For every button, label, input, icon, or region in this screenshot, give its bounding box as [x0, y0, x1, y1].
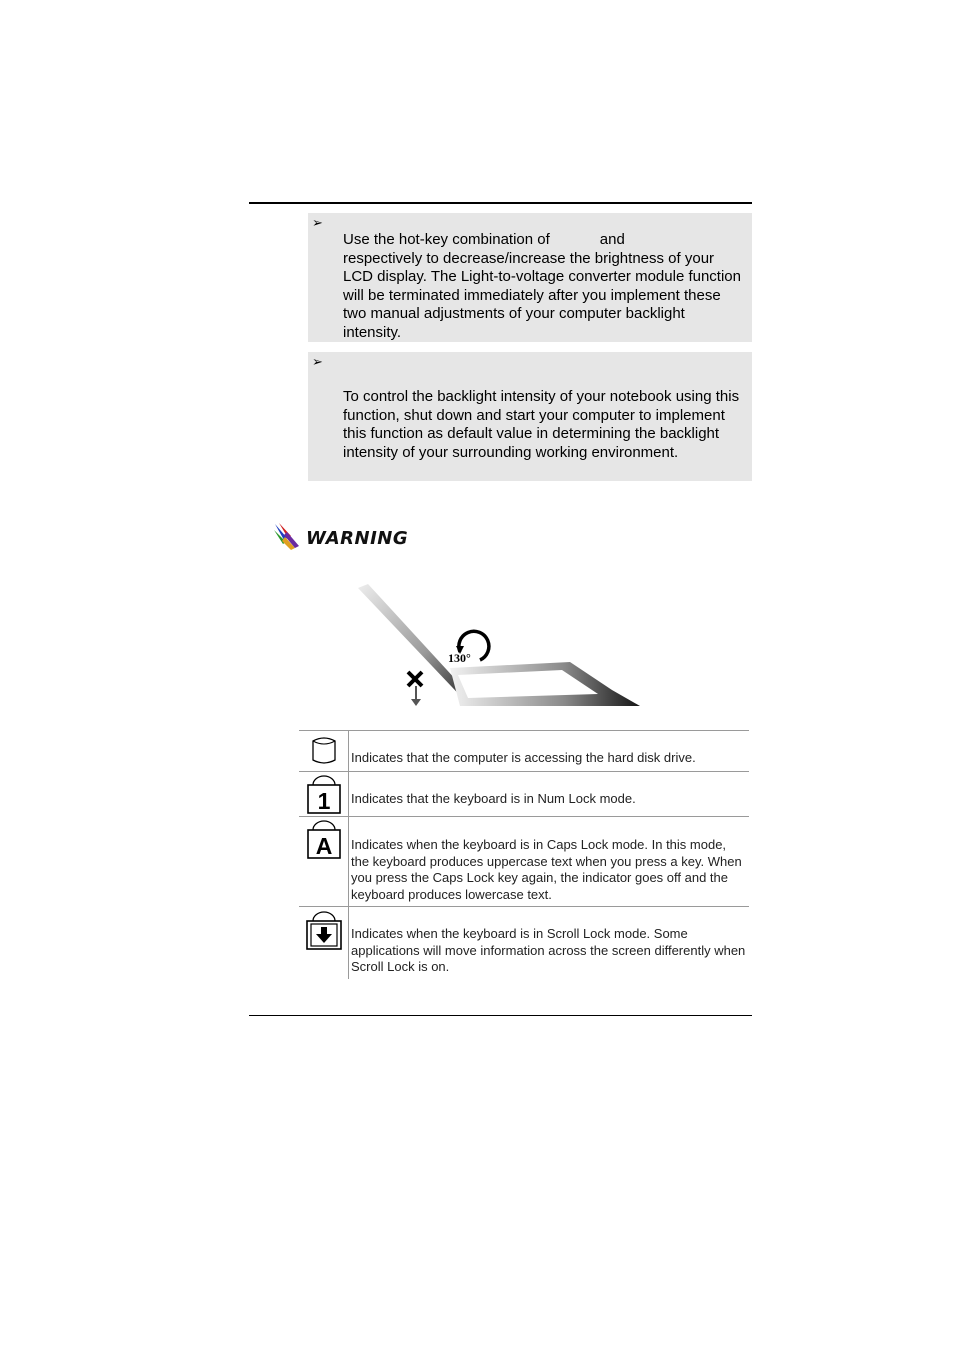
- table-row: [299, 771, 749, 816]
- warning-arrows-icon: [273, 522, 301, 552]
- num-lock-icon: [307, 773, 341, 814]
- table-row: [299, 816, 749, 906]
- angle-label: 130°: [448, 651, 471, 665]
- svg-text:A: A: [315, 833, 333, 859]
- indicator-description: Indicates when the keyboard is in Caps Lock mode. In this mode, the keyboard produces uppercase text when you press a key. When you press the Caps Lock key again, the indicator goes off and the keyboard produces lowercase text.: [351, 837, 742, 902]
- table-row: [299, 730, 749, 771]
- info-paragraph-rest: respectively to decrease/increase the brightness of your LCD display. The Light-to-voltage converter module function will be terminated immediately after you implement these two manual adjustments of your computer backlight intensity.: [343, 249, 741, 341]
- info-box-manual-adjustment: [308, 213, 752, 342]
- table-row: [299, 906, 749, 979]
- info-paragraph: [343, 231, 744, 342]
- bullet-arrow-icon: ➢: [312, 215, 323, 230]
- indicator-description: Indicates that the computer is accessing the hard disk drive.: [351, 750, 696, 765]
- info-paragraph: To control the backlight intensity of your notebook using this function, shut down and start your computer to implement this function as default value in determining the backlight intensity of your surrounding working environment.: [343, 388, 740, 461]
- indicator-table: [299, 730, 749, 979]
- lcd-opening-angle-diagram: [350, 580, 650, 715]
- info-paragraph-line1: Use the hot-key combination of and: [343, 231, 625, 248]
- indicator-description: Indicates that the keyboard is in Num Lock mode.: [351, 791, 636, 806]
- scroll-lock-icon: [306, 909, 342, 950]
- svg-text:1: 1: [317, 788, 331, 814]
- bullet-arrow-icon: ➢: [312, 354, 323, 369]
- footer-rule: [249, 1015, 752, 1016]
- info-box-default-value: [308, 352, 752, 481]
- hard-disk-icon: [310, 735, 338, 765]
- warning-label: WARNING: [306, 528, 409, 549]
- caps-lock-icon: [307, 818, 341, 859]
- header-rule: [249, 202, 752, 204]
- arrow-down-icon: [411, 699, 421, 706]
- indicator-description: Indicates when the keyboard is in Scroll Lock mode. Some applications will move information across the screen differently when Scroll Lock is on.: [351, 926, 746, 974]
- close-icon: [408, 672, 422, 686]
